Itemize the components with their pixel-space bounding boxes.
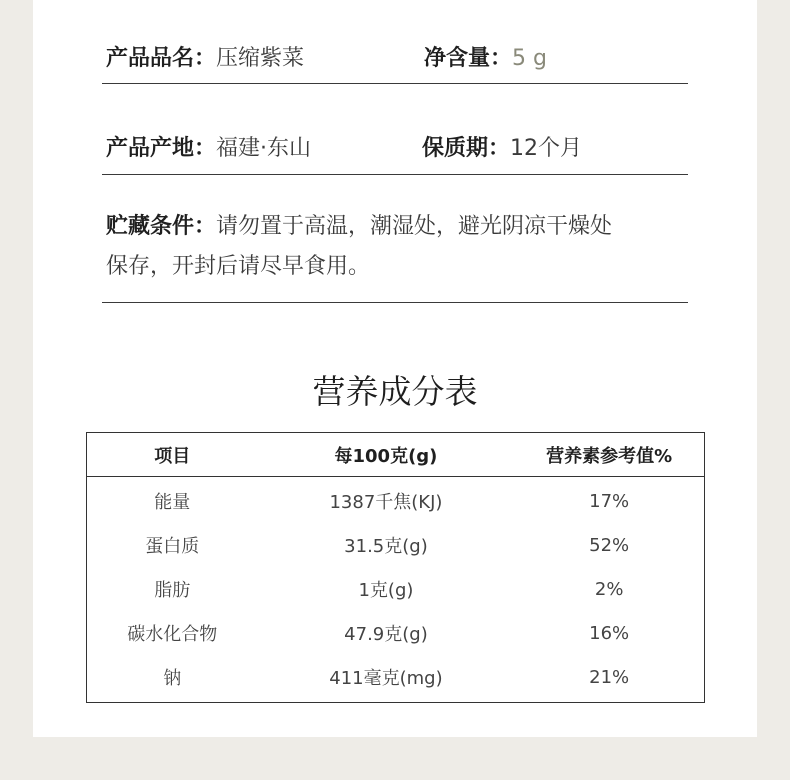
shelf-life [422,134,582,164]
table-row [87,655,705,703]
storage-text-1: 请勿置于高温，潮湿处，避光阴凉干燥处 [216,214,613,239]
shelf-life-label: 保质期： [422,136,511,161]
row-amount: 1387千焦(KJ) [329,492,443,513]
storage-label: 贮藏条件： [106,214,217,239]
info-row-origin [102,134,688,175]
row-item: 脂肪 [154,580,191,601]
origin-value: 福建·东山 [216,136,312,161]
table-row [87,477,705,524]
header-nrv: 营养素参考值% [514,433,704,477]
row-item: 钠 [163,668,182,689]
header-item: 项目 [87,433,258,477]
row-nrv: 21% [589,666,630,688]
storage-line-1 [106,207,612,247]
table-row [87,567,705,611]
row-item: 能量 [154,492,191,513]
net-content-label: 净含量： [424,46,513,71]
storage-line-2 [106,247,370,287]
net-content [424,44,547,74]
row-amount: 47.9克(g) [344,624,428,645]
table-row [87,523,705,567]
info-row-storage [102,207,688,303]
header-per-100g: 每100克(g) [258,433,515,477]
row-amount: 411毫克(mg) [329,668,443,689]
row-item: 碳水化合物 [127,624,218,645]
storage-text-2: 保存，开封后请尽早食用。 [106,254,371,279]
row-item: 蛋白质 [145,536,200,557]
product-origin [106,134,311,164]
origin-label: 产品产地： [106,136,217,161]
row-amount: 31.5克(g) [344,536,428,557]
row-nrv: 16% [589,622,630,644]
row-nrv: 17% [589,490,630,512]
product-name-value: 压缩紫菜 [216,46,305,71]
nutrition-title: 营养成分表 [312,372,478,411]
table-row [87,611,705,655]
nutrition-table [86,432,705,703]
row-nrv: 52% [589,534,630,556]
info-row-name [102,44,688,84]
product-name-label: 产品品名： [106,46,217,71]
net-content-value: 5 g [512,46,547,71]
row-nrv: 2% [594,578,624,600]
product-name [106,44,304,74]
shelf-life-value: 12个月 [510,136,583,161]
row-amount: 1克(g) [358,580,414,601]
table-header-row [87,433,705,477]
